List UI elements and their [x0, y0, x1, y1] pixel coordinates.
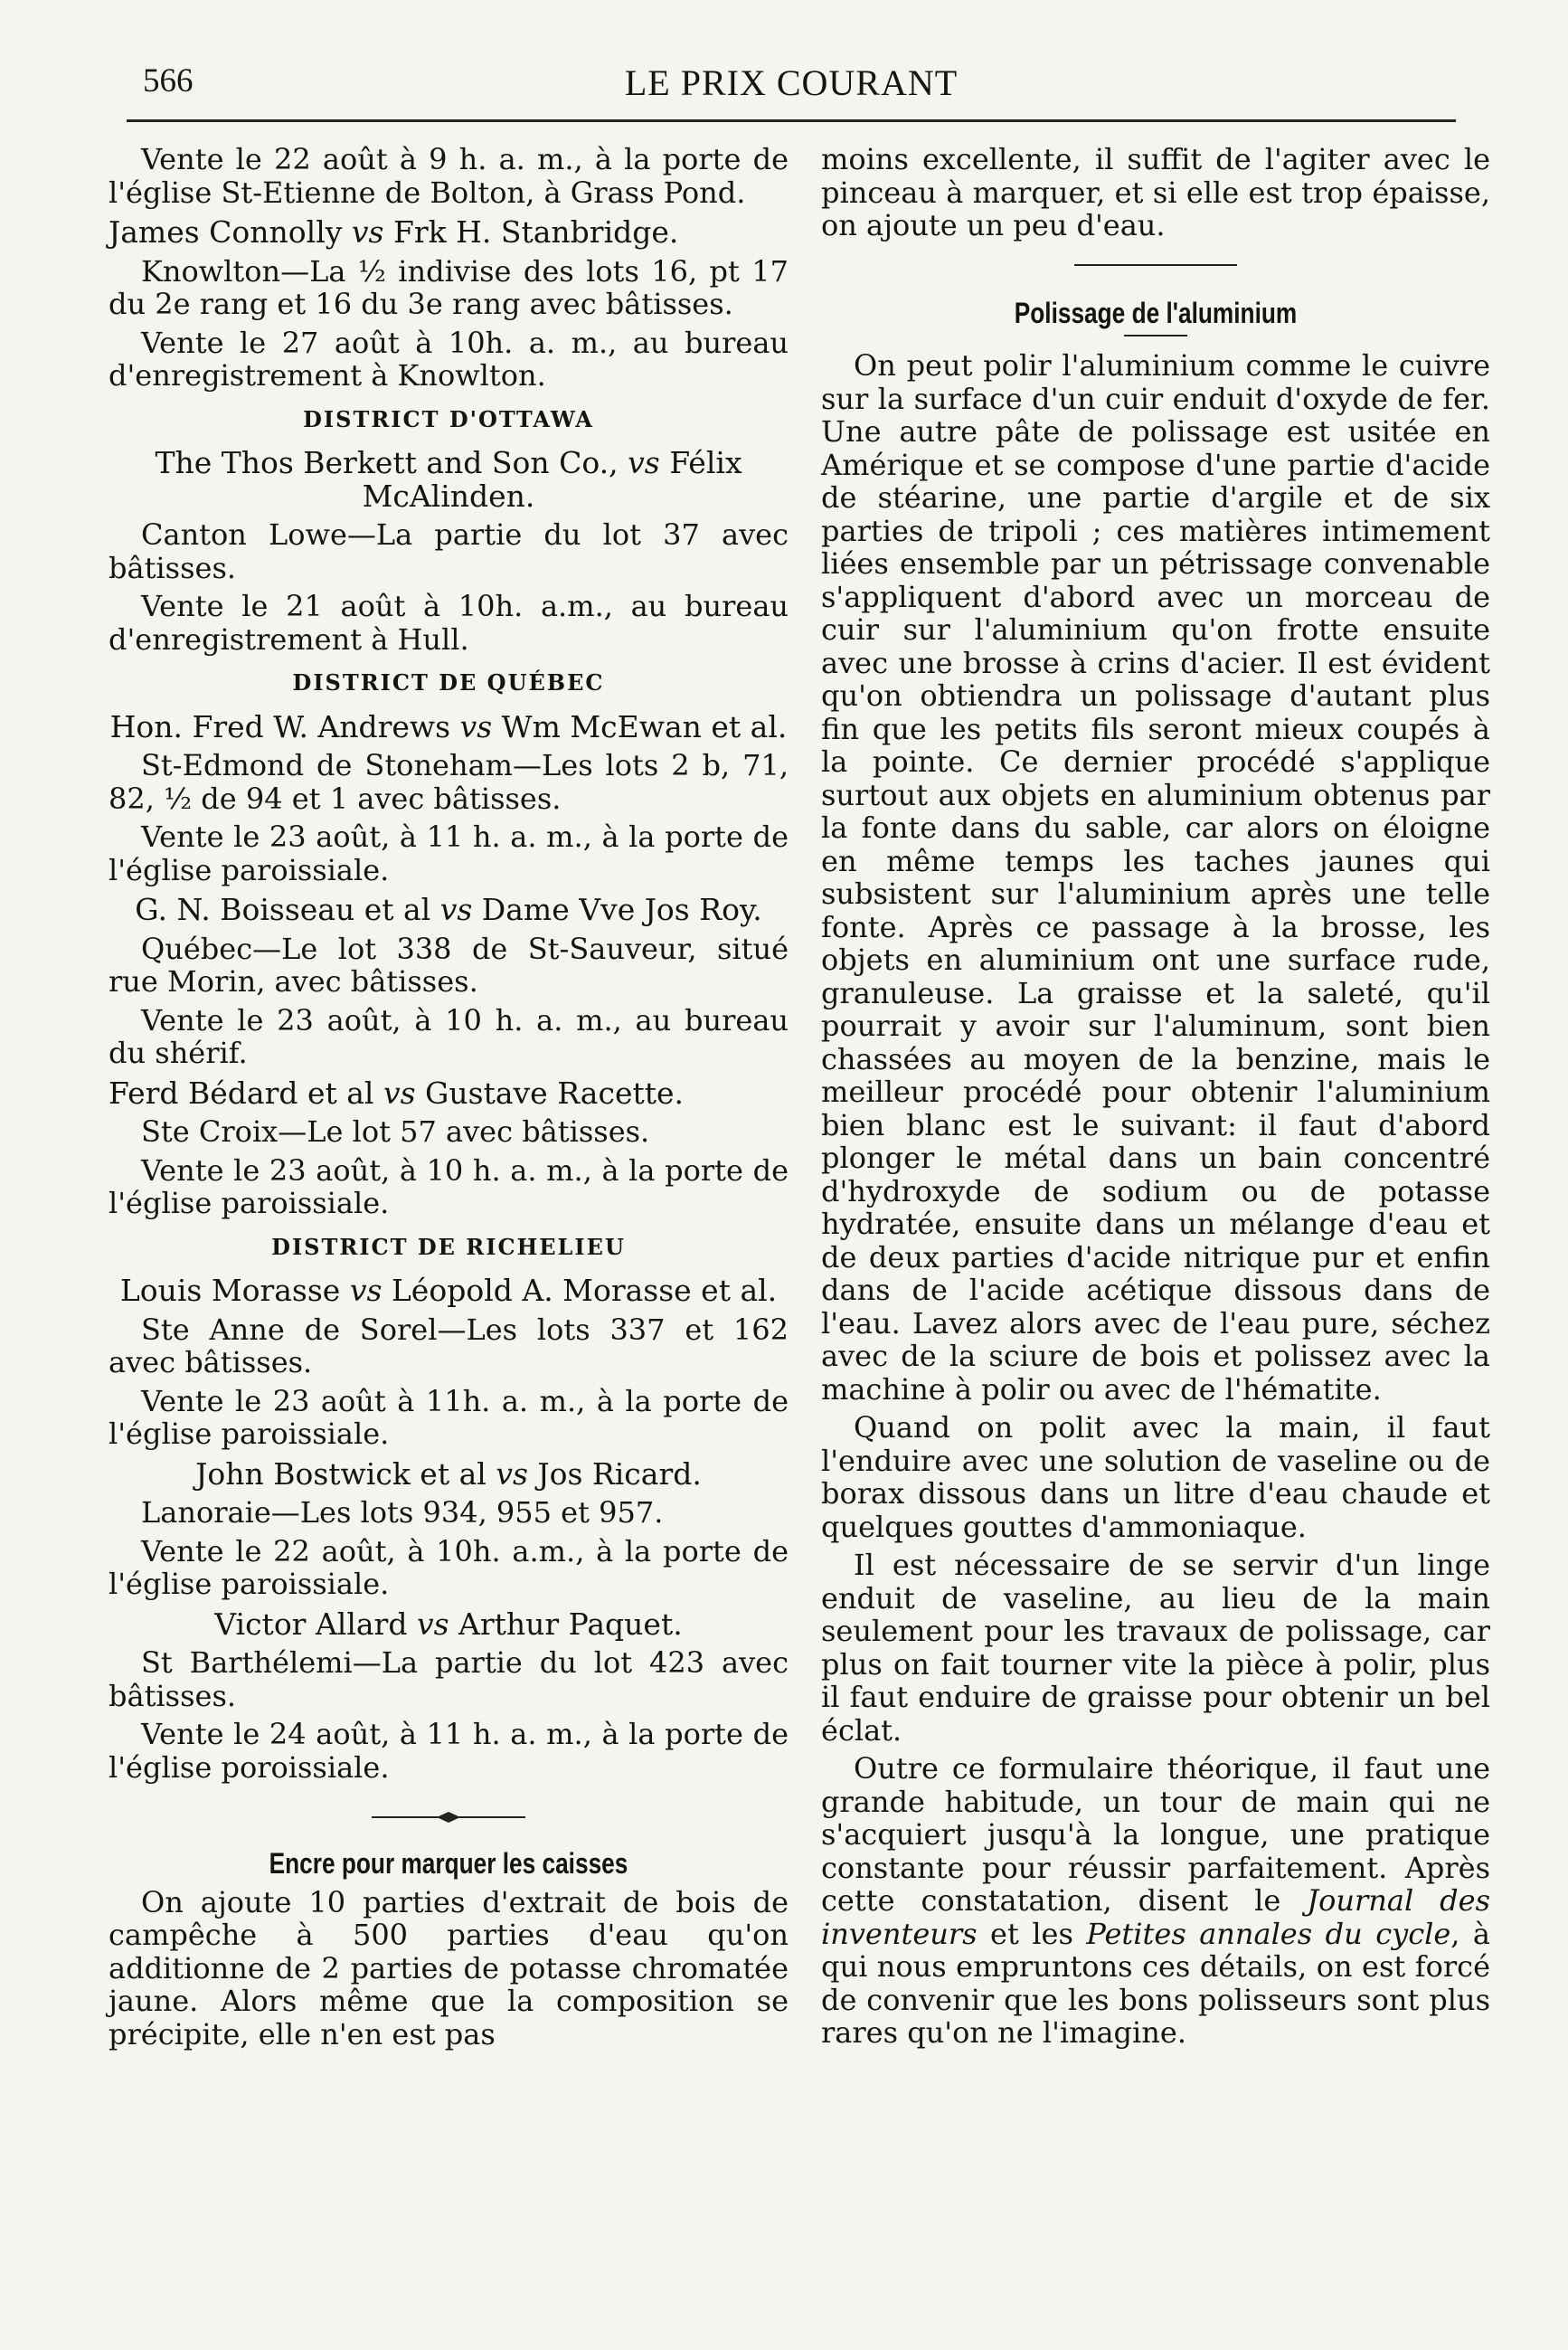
paragraph: moins excellente, il suffit de l'agiter avec le pinceau à marquer, et si elle est trop épaisse, on ajoute un peu d'eau. — [821, 142, 1490, 242]
case-title: G. N. Boisseau et al vs Dame Vve Jos Roy. — [135, 892, 762, 927]
versus-abbrev: vs — [628, 445, 660, 480]
running-title: LE PRIX COURANT — [624, 62, 959, 103]
paragraph: Vente le 24 août, à 11 h. a. m., à la porte de l'église poroissiale. — [109, 1717, 789, 1785]
versus-abbrev: vs — [439, 892, 473, 927]
page-header — [127, 52, 1456, 116]
paragraph: St-Edmond de Stoneham—Les lots 2 b, 71, 82, ½ de 94 et 1 avec bâtisses. — [109, 748, 789, 816]
paragraph: Vente le 22 août à 9 h. a. m., à la porte de l'église St-Etienne de Bolton, à Grass Pond. — [109, 142, 789, 210]
paragraph: Ste Croix—Le lot 57 avec bâtisses. — [141, 1114, 650, 1149]
district-heading: DISTRICT DE RICHELIEU — [271, 1233, 626, 1260]
paragraph: Vente le 23 août, à 10 h. a. m., au bureau du shérif. — [109, 1002, 789, 1070]
case-title: Hon. Fred W. Andrews vs Wm McEwan et al. — [109, 708, 788, 744]
publication-title: Petites annales du cycle — [1086, 1916, 1451, 1951]
paragraph: Vente le 27 août à 10h. a. m., au bureau d'enregistrement à Knowlton. — [109, 325, 789, 393]
article-heading: Polissage de l'aluminium — [1014, 296, 1298, 329]
paragraph: Canton Lowe—La partie du lot 37 avec bâtisses. — [109, 517, 789, 585]
paragraph: On peut polir l'aluminium comme le cuivre sur la surface d'un cuir enduit d'oxyde de fer. Une autre pâte de polissage est usitée en Amérique et se compose d'une partie d'acide de stéarine, une partie d'argile et de six parties de tripoli ; ces matières intimement liées ensemble par un pétrissage convenable s'appliquent d'abord avec un morceau de cuir sur l'aluminium qu'on frotte ensuite avec une brosse à crins d'acier. Il est évident qu'on obtiendra un polissage d'autant plus fin que les petits fils seront mieux coupés à la pointe. Ce dernier procédé s'applique surtout aux objets en aluminium obtenus par la fonte dans du sable, car alors on éloigne en même temps les taches jaunes qui subsistent sur l'aluminium après une telle fonte. Après ce passage à la brosse, les objets en aluminium ont une surface rude, granuleuse. La graisse et la saleté, qu'il pourrait y avoir sur l'aluminum, sont bien chassées au moyen de la benzine, mais le meilleur procédé pour obtenir l'aluminium bien blanc est le suivant: il faut d'abord plonger le métal dans un bain concentré d'hydroxyde de sodium ou de potasse hydratée, ensuite dans un mélange d'eau et de deux parties d'acide nitrique pur et enfin dans de l'acide acétique dissous dans de l'eau. Lavez alors avec de l'eau pure, séchez avec de la sciure de bois et polissez avec la machine à polir ou avec de l'hématite. — [821, 348, 1490, 1407]
case-title: Victor Allard vs Arthur Paquet. — [214, 1606, 683, 1642]
paragraph-text: , à qui nous empruntons ces détails, on est forcé de convenir que les bons polisseurs sont plus rares qu'on ne l'imagine. — [821, 1916, 1491, 2050]
paragraph: Québec—Le lot 338 de St-Sauveur, situé rue Morin, avec bâtisses. — [109, 931, 789, 999]
paragraph-text: et les — [977, 1916, 1087, 1951]
case-title: Louis Morasse vs Léopold A. Morasse et al. — [119, 1273, 778, 1308]
section-rule — [1074, 264, 1237, 266]
paragraph: Vente le 23 août, à 11 h. a. m., à la porte de l'église paroissiale. — [109, 820, 789, 887]
paragraph-text: Outre ce formulaire théorique, il faut une grande habitude, un tour de main qui ne s'acquiert jusqu'à la longue, une pratique constante pour réussir parfaitement. Après cette constatation, disent le — [821, 1751, 1490, 1918]
district-heading: DISTRICT DE QUÉBEC — [292, 669, 605, 696]
right-column — [821, 143, 1490, 2055]
case-title: James Connolly vs Frk H. Stanbridge. — [109, 214, 679, 250]
district-heading: DISTRICT D'OTTAWA — [303, 405, 594, 432]
versus-abbrev: vs — [383, 1075, 416, 1111]
publication-title: Journal des inventeurs — [821, 1883, 1490, 1951]
left-column — [109, 143, 789, 2056]
paragraph: Vente le 23 août à 11h. a. m., à la porte de l'église paroissiale. — [109, 1383, 789, 1451]
paragraph: Vente le 22 août, à 10h. a.m., à la porte de l'église paroissiale. — [109, 1533, 789, 1601]
header-rule — [127, 119, 1456, 122]
paragraph: Quand on polit avec la main, il faut l'enduire avec une solution de vaseline ou de borax dissous dans un litre d'eau chaude et quelques gouttes d'ammoniaque. — [821, 1410, 1490, 1544]
paragraph: Vente le 21 août à 10h. a.m., au bureau d'enregistrement à Hull. — [109, 589, 789, 657]
paragraph: On ajoute 10 parties d'extrait de bois de campêche à 500 parties d'eau qu'on additionne de 2 parties de potasse chromatée jaune. Alors même que la composition se précipite, elle n'en est pas — [109, 1884, 789, 2052]
case-title: John Bostwick et al vs Jos Ricard. — [195, 1455, 702, 1492]
paragraph: Knowlton—La ½ indivise des lots 16, pt 17 du 2e rang et 16 du 3e rang avec bâtisses. — [109, 253, 789, 321]
paragraph — [821, 1752, 1490, 2050]
ornament-divider — [372, 1811, 525, 1824]
versus-abbrev: vs — [459, 708, 493, 744]
paragraph: Vente le 23 août, à 10 h. a. m., à la porte de l'église paroissiale. — [109, 1152, 789, 1220]
page-number: 566 — [143, 62, 194, 99]
paragraph: St Barthélemi—La partie du lot 423 avec bâtisses. — [109, 1645, 789, 1713]
versus-abbrev: vs — [496, 1455, 528, 1492]
versus-abbrev: vs — [349, 1273, 383, 1308]
paragraph: Il est nécessaire de se servir d'un linge enduit de vaseline, au lieu de la main seulement pour les travaux de polissage, car plus on fait tourner vite la pièce à polir, plus il faut enduire de graisse pour obtenir un bel éclat. — [821, 1548, 1490, 1748]
versus-abbrev: vs — [351, 214, 384, 250]
paragraph: Lanoraie—Les lots 934, 955 et 957. — [141, 1495, 664, 1530]
versus-abbrev: vs — [416, 1606, 449, 1642]
paragraph: Ste Anne de Sorel—Les lots 337 et 162 avec bâtisses. — [109, 1312, 789, 1379]
article-heading: Encre pour marquer les caisses — [269, 1847, 628, 1880]
case-title: The Thos Berkett and Son Co., vs Félix McAlinden. — [155, 445, 742, 514]
case-title: Ferd Bédard et al vs Gustave Racette. — [109, 1075, 685, 1111]
heading-rule — [1124, 335, 1187, 336]
